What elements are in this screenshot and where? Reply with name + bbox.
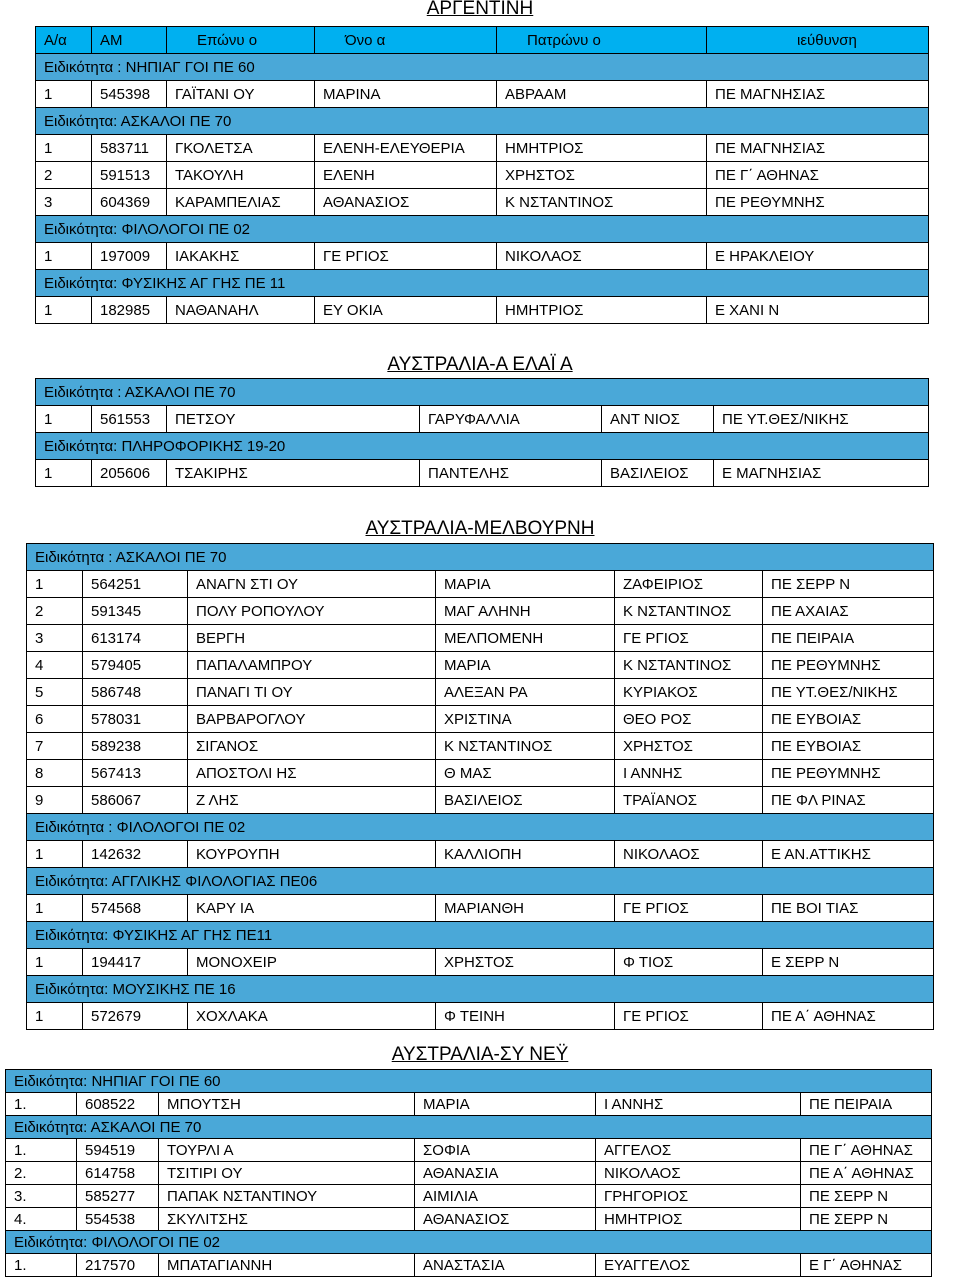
registry-number: 567413 — [83, 760, 188, 787]
first-name: ΑΘΑΝΑΣΙΟΣ — [415, 1208, 596, 1231]
directorate: ΠΕ Γ΄ ΑΘΗΝΑΣ — [801, 1139, 932, 1162]
row-number: 1 — [36, 297, 92, 324]
father-name: ΘΕΟ ΡΟΣ — [615, 706, 763, 733]
row-number: 1 — [27, 841, 83, 868]
surname: ΠΟΛΥ ΡΟΠΟΥΛΟΥ — [188, 598, 436, 625]
first-name: ΕΥ ΟΚΙΑ — [315, 297, 497, 324]
row-number: 1 — [36, 460, 92, 487]
registry-number: 583711 — [92, 135, 167, 162]
table-row — [27, 652, 934, 679]
row-number: 1 — [36, 135, 92, 162]
column-header: Πατρώνυ ο — [497, 27, 707, 54]
section-title-melbourne: ΑΥΣΤΡΑΛΙΑ-ΜΕΛΒΟΥΡΝΗ — [365, 518, 595, 539]
directorate: Ε ΜΑΓΝΗΣΙΑΣ — [714, 460, 929, 487]
father-name: Κ ΝΣΤΑΝΤΙΝΟΣ — [497, 189, 707, 216]
surname: ΒΑΡΒΑΡΟΓΛΟΥ — [188, 706, 436, 733]
surname: ΚΟΥΡΟΥΠΗ — [188, 841, 436, 868]
first-name: ΜΑΡΙΝΑ — [315, 81, 497, 108]
father-name: ΚΥΡΙΑΚΟΣ — [615, 679, 763, 706]
row-number: 1 — [27, 949, 83, 976]
row-number: 1 — [36, 406, 92, 433]
father-name: ΓΕ ΡΓΙΟΣ — [615, 1003, 763, 1030]
first-name: ΚΑΛΛΙΟΠΗ — [436, 841, 615, 868]
surname: ΓΚΟΛΕΤΣΑ — [167, 135, 315, 162]
specialty-label: Ειδικότητα: ΦΙΛΟΛΟΓΟΙ ΠΕ 02 — [36, 216, 929, 243]
surname: ΑΠΟΣΤΟΛΙ ΗΣ — [188, 760, 436, 787]
surname: ΚΑΡΥ ΙΑ — [188, 895, 436, 922]
directorate: ΠΕ ΡΕΘΥΜΝΗΣ — [763, 652, 934, 679]
specialty-row — [27, 922, 934, 949]
specialty-label: Ειδικότητα: ΜΟΥΣΙΚΗΣ ΠΕ 16 — [27, 976, 934, 1003]
specialty-label: Ειδικότητα : ΑΣΚΑΛΟΙ ΠΕ 70 — [36, 379, 929, 406]
specialty-label: Ειδικότητα : ΑΣΚΑΛΟΙ ΠΕ 70 — [27, 544, 934, 571]
first-name: ΑΙΜΙΛΙΑ — [415, 1185, 596, 1208]
first-name: ΕΛΕΝΗ — [315, 162, 497, 189]
table-row — [6, 1185, 932, 1208]
row-number: 4 — [27, 652, 83, 679]
directorate: ΠΕ ΒΟΙ ΤΙΑΣ — [763, 895, 934, 922]
first-name: ΓΑΡΥΦΑΛΛΙΑ — [420, 406, 602, 433]
table-row — [6, 1139, 932, 1162]
table-row — [36, 406, 929, 433]
specialty-label: Ειδικότητα: ΑΣΚΑΛΟΙ ΠΕ 70 — [6, 1116, 932, 1139]
surname: ΤΣΑΚΙΡΗΣ — [167, 460, 420, 487]
registry-number: 578031 — [83, 706, 188, 733]
father-name: ΧΡΗΣΤΟΣ — [497, 162, 707, 189]
table-row — [36, 243, 929, 270]
table-argentina — [35, 26, 929, 324]
directorate: ΠΕ ΡΕΘΥΜΝΗΣ — [707, 189, 929, 216]
table-row — [36, 81, 929, 108]
row-number: 1. — [6, 1139, 77, 1162]
directorate: Ε ΑΝ.ΑΤΤΙΚΗΣ — [763, 841, 934, 868]
registry-number: 217570 — [77, 1254, 159, 1277]
row-number: 2 — [36, 162, 92, 189]
row-number: 1 — [27, 895, 83, 922]
surname: ΚΑΡΑΜΠΕΛΙΑΣ — [167, 189, 315, 216]
first-name: ΑΘΑΝΑΣΙΑ — [415, 1162, 596, 1185]
registry-number: 574568 — [83, 895, 188, 922]
directorate: ΠΕ ΦΛ ΡΙΝΑΣ — [763, 787, 934, 814]
table-row — [27, 760, 934, 787]
surname: ΠΑΠΑΛΑΜΠΡΟΥ — [188, 652, 436, 679]
first-name: ΜΑΡΙΑΝΘΗ — [436, 895, 615, 922]
first-name: ΓΕ ΡΓΙΟΣ — [315, 243, 497, 270]
column-header: Επώνυ ο — [167, 27, 315, 54]
column-header: ΑΜ — [92, 27, 167, 54]
specialty-label: Ειδικότητα: ΑΓΓΛΙΚΗΣ ΦΙΛΟΛΟΓΙΑΣ ΠΕ06 — [27, 868, 934, 895]
row-number: 1. — [6, 1093, 77, 1116]
surname: ΠΑΠΑΚ ΝΣΤΑΝΤΙΝΟΥ — [159, 1185, 415, 1208]
row-number: 1 — [36, 81, 92, 108]
father-name: ΓΡΗΓΟΡΙΟΣ — [596, 1185, 801, 1208]
surname: ΓΑΪΤΑΝΙ ΟΥ — [167, 81, 315, 108]
directorate: ΠΕ ΠΕΙΡΑΙΑ — [801, 1093, 932, 1116]
specialty-row — [36, 108, 929, 135]
first-name: ΕΛΕΝΗ-ΕΛΕΥΘΕΡΙΑ — [315, 135, 497, 162]
surname: ΧΟΧΛΑΚΑ — [188, 1003, 436, 1030]
surname: ΜΟΝΟΧΕΙΡ — [188, 949, 436, 976]
father-name: ΧΡΗΣΤΟΣ — [615, 733, 763, 760]
father-name: ΗΜΗΤΡΙΟΣ — [596, 1208, 801, 1231]
registry-number: 205606 — [92, 460, 167, 487]
directorate: ΠΕ Α΄ ΑΘΗΝΑΣ — [801, 1162, 932, 1185]
surname: ΠΕΤΣΟΥ — [167, 406, 420, 433]
first-name: Θ ΜΑΣ — [436, 760, 615, 787]
registry-number: 594519 — [77, 1139, 159, 1162]
row-number: 3. — [6, 1185, 77, 1208]
surname: ΤΣΙΤΙΡΙ ΟΥ — [159, 1162, 415, 1185]
directorate: ΠΕ ΥΤ.ΘΕΣ/ΝΙΚΗΣ — [714, 406, 929, 433]
father-name: Ι ΑΝΝΗΣ — [596, 1093, 801, 1116]
specialty-row — [6, 1070, 932, 1093]
surname: ΜΠΑΤΑΓΙΑΝΝΗ — [159, 1254, 415, 1277]
section-title-adelaide: ΑΥΣΤΡΑΛΙΑ-Α ΕΛΑΪ Α — [387, 354, 573, 375]
table-row — [36, 189, 929, 216]
table-row — [27, 598, 934, 625]
first-name: ΧΡΗΣΤΟΣ — [436, 949, 615, 976]
directorate: ΠΕ ΑΧΑΙΑΣ — [763, 598, 934, 625]
directorate: ΠΕ ΕΥΒΟΙΑΣ — [763, 733, 934, 760]
father-name: Φ ΤΙΟΣ — [615, 949, 763, 976]
surname: ΝΑΘΑΝΑΗΛ — [167, 297, 315, 324]
first-name: ΠΑΝΤΕΛΗΣ — [420, 460, 602, 487]
row-number: 5 — [27, 679, 83, 706]
father-name: ΝΙΚΟΛΑΟΣ — [615, 841, 763, 868]
row-number: 7 — [27, 733, 83, 760]
father-name: Κ ΝΣΤΑΝΤΙΝΟΣ — [615, 598, 763, 625]
table-row — [27, 706, 934, 733]
specialty-row — [36, 379, 929, 406]
directorate: ΠΕ ΜΑΓΝΗΣΙΑΣ — [707, 81, 929, 108]
directorate: ΠΕ ΣΕΡΡ Ν — [801, 1208, 932, 1231]
surname: ΜΠΟΥΤΣΗ — [159, 1093, 415, 1116]
surname: ΙΑΚΑΚΗΣ — [167, 243, 315, 270]
directorate: ΠΕ Α΄ ΑΘΗΝΑΣ — [763, 1003, 934, 1030]
table-row — [6, 1254, 932, 1277]
first-name: ΑΝΑΣΤΑΣΙΑ — [415, 1254, 596, 1277]
specialty-row — [36, 433, 929, 460]
registry-number: 142632 — [83, 841, 188, 868]
registry-number: 586067 — [83, 787, 188, 814]
father-name: ΑΒΡΑΑΜ — [497, 81, 707, 108]
table-row — [27, 679, 934, 706]
surname: ΤΟΥΡΛΙ Α — [159, 1139, 415, 1162]
registry-number: 182985 — [92, 297, 167, 324]
row-number: 9 — [27, 787, 83, 814]
specialty-label: Ειδικότητα: ΦΥΣΙΚΗΣ ΑΓ ΓΗΣ ΠΕ11 — [27, 922, 934, 949]
first-name: Κ ΝΣΤΑΝΤΙΝΟΣ — [436, 733, 615, 760]
registry-number: 589238 — [83, 733, 188, 760]
father-name: ΝΙΚΟΛΑΟΣ — [596, 1162, 801, 1185]
first-name: Φ ΤΕΙΝΗ — [436, 1003, 615, 1030]
table-row — [36, 460, 929, 487]
section-title-sydney: ΑΥΣΤΡΑΛΙΑ-ΣΥ ΝΕΫ — [391, 1044, 569, 1065]
first-name: ΜΕΛΠΟΜΕΝΗ — [436, 625, 615, 652]
father-name: ΖΑΦΕΙΡΙΟΣ — [615, 571, 763, 598]
registry-number: 591345 — [83, 598, 188, 625]
surname: ΑΝΑΓΝ ΣΤΙ ΟΥ — [188, 571, 436, 598]
specialty-label: Ειδικότητα : ΦΙΛΟΛΟΓΟΙ ΠΕ 02 — [27, 814, 934, 841]
registry-number: 561553 — [92, 406, 167, 433]
surname: ΣΙΓΑΝΟΣ — [188, 733, 436, 760]
registry-number: 579405 — [83, 652, 188, 679]
row-number: 6 — [27, 706, 83, 733]
directorate: ΠΕ Γ΄ ΑΘΗΝΑΣ — [707, 162, 929, 189]
first-name: ΜΑΡΙΑ — [436, 652, 615, 679]
specialty-label: Ειδικότητα : ΝΗΠΙΑΓ ΓΟΙ ΠΕ 60 — [36, 54, 929, 81]
father-name: ΗΜΗΤΡΙΟΣ — [497, 135, 707, 162]
surname: ΒΕΡΓΗ — [188, 625, 436, 652]
registry-number: 564251 — [83, 571, 188, 598]
directorate: ΠΕ ΠΕΙΡΑΙΑ — [763, 625, 934, 652]
specialty-label: Ειδικότητα: ΠΛΗΡΟΦΟΡΙΚΗΣ 19-20 — [36, 433, 929, 460]
father-name: Κ ΝΣΤΑΝΤΙΝΟΣ — [615, 652, 763, 679]
directorate: ΠΕ ΥΤ.ΘΕΣ/ΝΙΚΗΣ — [763, 679, 934, 706]
specialty-row — [36, 270, 929, 297]
table-row — [27, 949, 934, 976]
specialty-row — [27, 868, 934, 895]
father-name: ΗΜΗΤΡΙΟΣ — [497, 297, 707, 324]
table-row — [36, 162, 929, 189]
row-number: 1. — [6, 1254, 77, 1277]
registry-number: 608522 — [77, 1093, 159, 1116]
specialty-row — [27, 976, 934, 1003]
registry-number: 591513 — [92, 162, 167, 189]
row-number: 8 — [27, 760, 83, 787]
father-name: ΑΝΤ ΝΙΟΣ — [602, 406, 714, 433]
directorate: ΠΕ ΣΕΡΡ Ν — [763, 571, 934, 598]
registry-number: 554538 — [77, 1208, 159, 1231]
first-name: ΒΑΣΙΛΕΙΟΣ — [436, 787, 615, 814]
section-title-argentina: ΑΡΓΕΝΤΙΝΗ — [426, 0, 534, 19]
column-header: ιεύθυνση — [707, 27, 929, 54]
registry-number: 194417 — [83, 949, 188, 976]
father-name: Ι ΑΝΝΗΣ — [615, 760, 763, 787]
row-number: 3 — [36, 189, 92, 216]
table-row — [36, 135, 929, 162]
row-number: 3 — [27, 625, 83, 652]
registry-number: 197009 — [92, 243, 167, 270]
father-name: ΝΙΚΟΛΑΟΣ — [497, 243, 707, 270]
specialty-label: Ειδικότητα: ΑΣΚΑΛΟΙ ΠΕ 70 — [36, 108, 929, 135]
registry-number: 545398 — [92, 81, 167, 108]
table-row — [27, 841, 934, 868]
table-row — [27, 1003, 934, 1030]
table-row — [27, 571, 934, 598]
first-name: ΜΑΡΙΑ — [436, 571, 615, 598]
specialty-row — [6, 1231, 932, 1254]
first-name: ΜΑΡΙΑ — [415, 1093, 596, 1116]
father-name: ΑΓΓΕΛΟΣ — [596, 1139, 801, 1162]
table-row — [27, 895, 934, 922]
directorate: Ε ΗΡΑΚΛΕΙΟΥ — [707, 243, 929, 270]
specialty-label: Ειδικότητα: ΦΥΣΙΚΗΣ ΑΓ ΓΗΣ ΠΕ 11 — [36, 270, 929, 297]
row-number: 2. — [6, 1162, 77, 1185]
directorate: ΠΕ ΣΕΡΡ Ν — [801, 1185, 932, 1208]
surname: ΤΑΚΟΥΛΗ — [167, 162, 315, 189]
row-number: 1 — [27, 1003, 83, 1030]
first-name: ΧΡΙΣΤΙΝΑ — [436, 706, 615, 733]
table-header-row — [36, 27, 929, 54]
directorate: ΠΕ ΜΑΓΝΗΣΙΑΣ — [707, 135, 929, 162]
specialty-row — [27, 544, 934, 571]
father-name: ΕΥΑΓΓΕΛΟΣ — [596, 1254, 801, 1277]
first-name: ΣΟΦΙΑ — [415, 1139, 596, 1162]
row-number: 2 — [27, 598, 83, 625]
directorate: ΠΕ ΡΕΘΥΜΝΗΣ — [763, 760, 934, 787]
table-row — [27, 625, 934, 652]
directorate: ΠΕ ΕΥΒΟΙΑΣ — [763, 706, 934, 733]
row-number: 1 — [36, 243, 92, 270]
table-row — [6, 1208, 932, 1231]
specialty-row — [6, 1116, 932, 1139]
table-row — [27, 733, 934, 760]
father-name: ΓΕ ΡΓΙΟΣ — [615, 625, 763, 652]
first-name: ΑΛΕΞΑΝ ΡΑ — [436, 679, 615, 706]
surname: Ζ ΛΗΣ — [188, 787, 436, 814]
first-name: ΜΑΓ ΑΛΗΝΗ — [436, 598, 615, 625]
specialty-row — [36, 54, 929, 81]
table-sydney — [5, 1069, 932, 1277]
first-name: ΑΘΑΝΑΣΙΟΣ — [315, 189, 497, 216]
table-row — [6, 1093, 932, 1116]
specialty-row — [36, 216, 929, 243]
registry-number: 613174 — [83, 625, 188, 652]
directorate: Ε ΧΑΝΙ Ν — [707, 297, 929, 324]
table-adelaide — [35, 378, 929, 487]
father-name: ΤΡΑΪΑΝΟΣ — [615, 787, 763, 814]
father-name: ΓΕ ΡΓΙΟΣ — [615, 895, 763, 922]
column-header: Όνο α — [315, 27, 497, 54]
father-name: ΒΑΣΙΛΕΙΟΣ — [602, 460, 714, 487]
directorate: Ε Γ΄ ΑΘΗΝΑΣ — [801, 1254, 932, 1277]
surname: ΣΚΥΛΙΤΣΗΣ — [159, 1208, 415, 1231]
table-row — [27, 787, 934, 814]
registry-number: 614758 — [77, 1162, 159, 1185]
specialty-label: Ειδικότητα: ΦΙΛΟΛΟΓΟΙ ΠΕ 02 — [6, 1231, 932, 1254]
registry-number: 585277 — [77, 1185, 159, 1208]
row-number: 4. — [6, 1208, 77, 1231]
surname: ΠΑΝΑΓΙ ΤΙ ΟΥ — [188, 679, 436, 706]
directorate: Ε ΣΕΡΡ Ν — [763, 949, 934, 976]
specialty-row — [27, 814, 934, 841]
table-row — [36, 297, 929, 324]
column-header: Α/α — [36, 27, 92, 54]
table-melbourne — [26, 543, 934, 1030]
registry-number: 586748 — [83, 679, 188, 706]
registry-number: 604369 — [92, 189, 167, 216]
table-row — [6, 1162, 932, 1185]
specialty-label: Ειδικότητα: ΝΗΠΙΑΓ ΓΟΙ ΠΕ 60 — [6, 1070, 932, 1093]
registry-number: 572679 — [83, 1003, 188, 1030]
row-number: 1 — [27, 571, 83, 598]
